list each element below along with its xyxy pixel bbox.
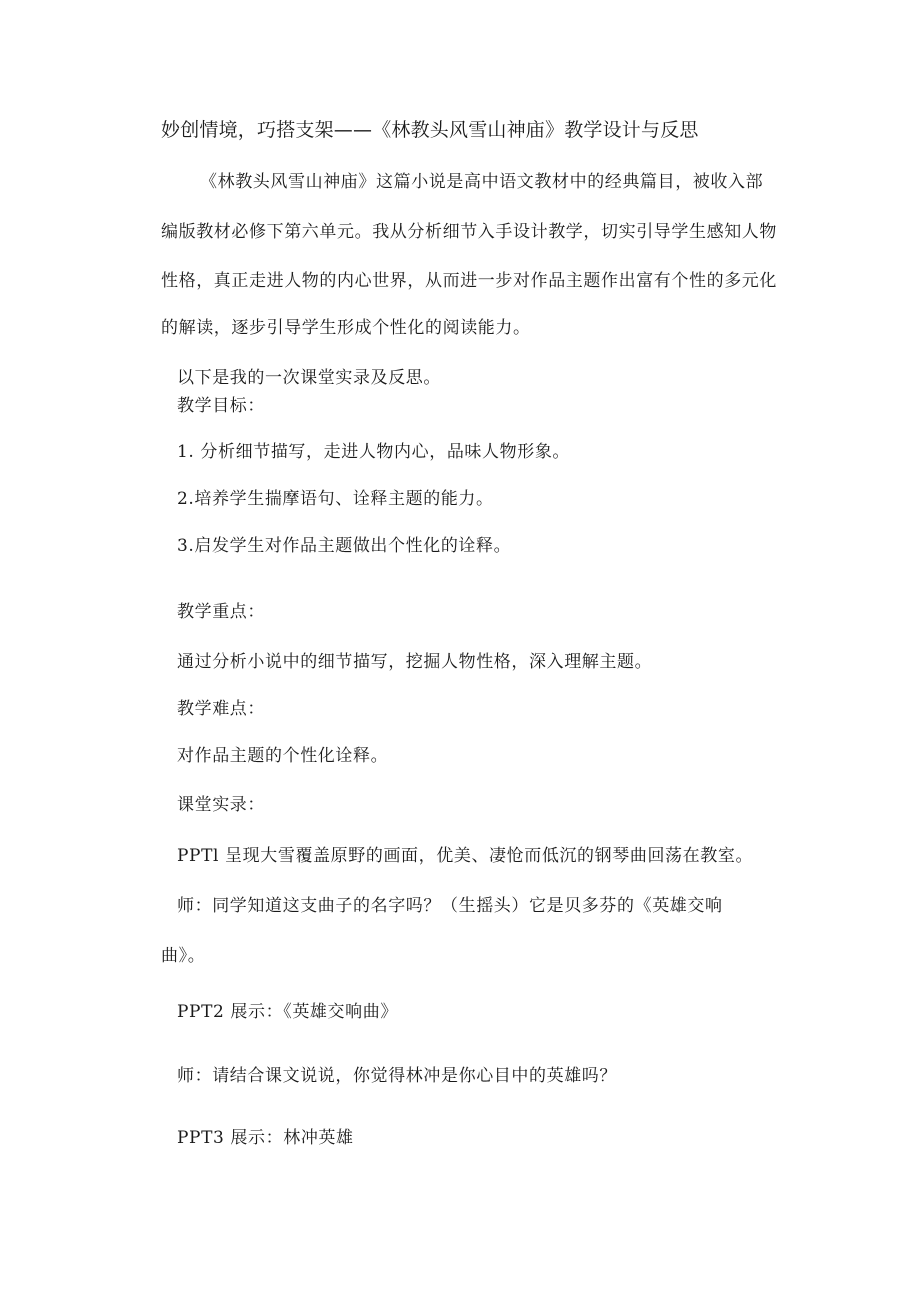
- ppt2-line: PPT2 展示：《英雄交响曲》: [177, 1002, 398, 1022]
- teacher-question-1-line1: 师：同学知道这支曲子的名字吗？（生摇头）它是贝多芬的《英雄交响: [177, 896, 723, 916]
- difficulty-heading: 教学难点：: [177, 699, 265, 719]
- intro-line-2: 编版教材必修下第六单元。我从分析细节入手设计教学，切实引导学生感知人物: [161, 222, 777, 242]
- intro-line-1: 《林教头风雪山神庙》这篇小说是高中语文教材中的经典篇目，被收入部: [200, 172, 764, 192]
- key-heading: 教学重点：: [177, 602, 265, 622]
- difficulty-text: 对作品主题的个性化诠释。: [177, 746, 389, 766]
- goal-item-2: 2.培养学生揣摩语句、诠释主题的能力。: [177, 489, 494, 509]
- intro-line-3: 性格，真正走进人物的内心世界，从而进一步对作品主题作出富有个性的多元化: [161, 271, 777, 291]
- record-intro: 以下是我的一次课堂实录及反思。: [177, 368, 441, 388]
- intro-line-4: 的解读，逐步引导学生形成个性化的阅读能力。: [161, 318, 531, 338]
- document-title: 妙创情境，巧搭支架——《林教头风雪山神庙》教学设计与反思: [161, 119, 699, 141]
- key-text: 通过分析小说中的细节描写，挖掘人物性格，深入理解主题。: [177, 652, 653, 672]
- goal-item-1: 1. 分析细节描写，走进人物内心，品味人物形象。: [177, 442, 571, 462]
- goals-heading: 教学目标：: [177, 396, 265, 416]
- ppt1-line: PPTl 呈现大雪覆盖原野的画面，优美、凄怆而低沉的钢琴曲回荡在教室。: [177, 846, 754, 866]
- teacher-question-1-line2: 曲》。: [161, 946, 206, 966]
- record-heading: 课堂实录：: [177, 795, 265, 815]
- ppt3-line: PPT3 展示：林冲英雄: [177, 1128, 354, 1148]
- goal-item-3: 3.启发学生对作品主题做出个性化的诠释。: [177, 536, 512, 556]
- teacher-question-2: 师：请结合课文说说，你觉得林冲是你心目中的英雄吗？: [177, 1066, 617, 1086]
